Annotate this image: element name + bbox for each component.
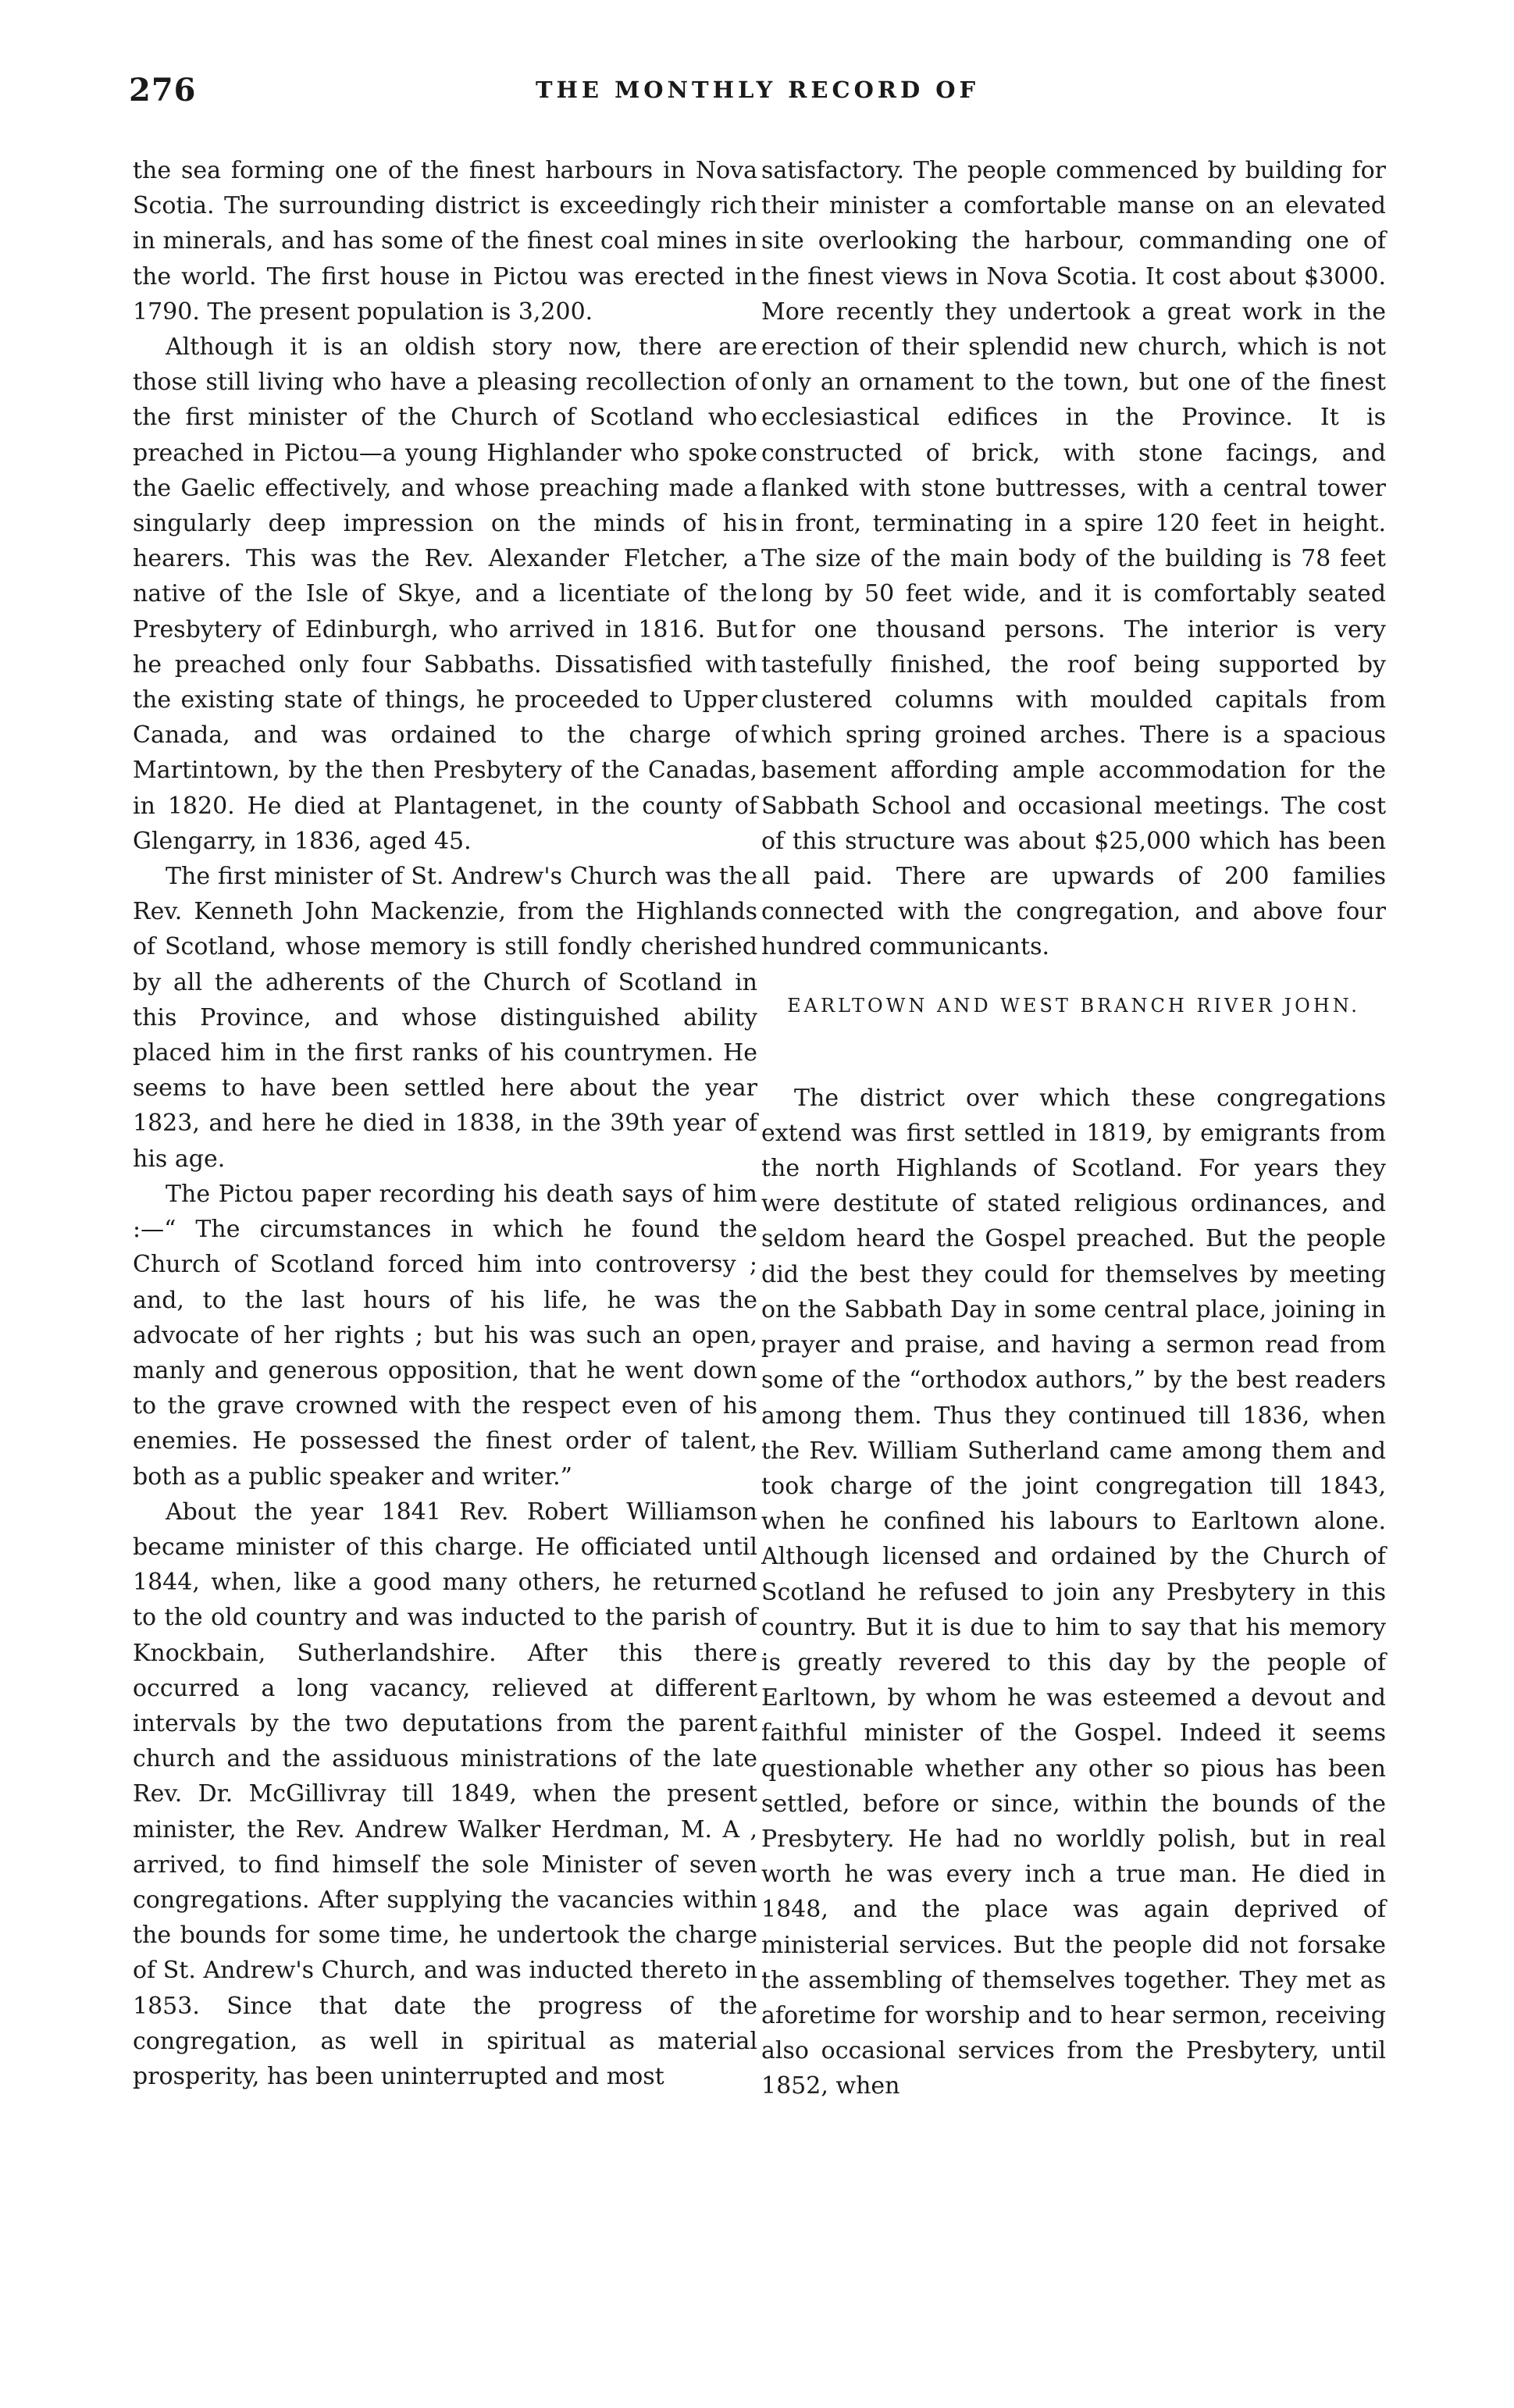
paragraph-fletcher: Although it is an oldish story now, there are those still living who have a pleasing recollection of the first minister of the Church of Scotland who preached in Pictou—a young Highlander who spoke the Gaelic effectively, and whose preaching made a singularly deep impression on the minds of his hearers. This was the Rev. Alexander Fletcher, a native of the Isle of Skye, and a licentiate of the Presbytery of Edinburgh, who arrived in 1816. But he preached only four Sabbaths. Dissatisfied with the existing state of things, he proceeded to Upper Canada, and was ordained to the charge of Martintown, by the then Presbytery of the Canadas, in 1820. He died at Plantagenet, in the county of Glengarry, in 1836, aged 45. bbox=[133, 333, 757, 855]
page-number: 276 bbox=[129, 72, 197, 109]
paragraph-earltown: The district over which these congregations extend was first settled in 1819, by emigrants from the north Highlands of Scotland. For years they were destitute of stated religious ordinances, and seldom heard the Gospel preached. But the people did the best they could for themselves by meeting on the Sabbath Day in some central place, joining in prayer and praise, and having a sermon read from some of the “orthodox authors,” by the best readers among them. Thus they continued till 1836, when the Rev. William Sutherland came among them and took charge of the joint congregation till 1843, when he confined his labours to Earltown alone. Although licensed and ordained by the Church of Scotland he refused to join any Presbytery in this country. But it is due to him to say that his memory is greatly revered to this day by the people of Earltown, by whom he was esteemed a devout and faithful minister of the Gospel. Indeed it seems questionable whether any other so pious has been settled, before or since, within the bounds of the Presbytery. He had no worldly polish, but in real worth he was every inch a true man. He died in 1848, and the place was again deprived of ministerial services. But the people did not forsake the assembling of themselves together. They met as aforetime for worship and to hear sermon, receiving also occasional services from the Presbytery, until 1852, when bbox=[761, 1084, 1386, 2100]
paragraph-harbour: the sea forming one of the finest harbours in Nova Scotia. The surrounding district is exceedingly rich in minerals, and has some of the finest coal mines in the world. The first house in Pictou was erected in 1790. The present population is 3,200. bbox=[133, 157, 757, 326]
section-heading: EARLTOWN AND WEST BRANCH RIVER JOHN. bbox=[787, 994, 1360, 1017]
paragraph-continuation: satisfactory. The people commenced by building for their minister a comfortable manse on an elevated site overlooking the harbour, commanding one of the finest views in Nova Scotia. It cost about $3000. More recently they undertook a great work in the erection of their splendid new church, which is not only an ornament to the town, but one of the finest ecclesiastical edifices in the Province. It is constructed of brick, with stone facings, and flanked with stone buttresses, with a central tower in front, terminating in a spire 120 feet in height. The size of the main body of the building is 78 feet long by 50 feet wide, and it is comfortably seated for one thousand persons. The interior is very tastefully finished, the roof being supported by clustered columns with moulded capitals from which spring groined arches. There is a spacious basement affording ample accommodation for the Sabbath School and occasional meetings. The cost of this structure was about $25,000 which has been all paid. There are upwards of 200 families connected with the congregation, and above four hundred communicants. bbox=[761, 157, 1386, 961]
paragraph-williamson: About the year 1841 Rev. Robert Williamson became minister of this charge. He officiated until 1844, when, like a good many others, he returned to the old country and was inducted to the parish of Knockbain, Sutherlandshire. After this there occurred a long vacancy, relieved at different intervals by the two deputations from the parent church and the assiduous ministrations of the late Rev. Dr. McGillivray till 1849, when the present minister, the Rev. Andrew Walker Herdman, M. A , arrived, to find himself the sole Minister of seven congregations. After supplying the vacancies within the bounds for some time, he undertook the charge of St. Andrew's Church, and was inducted thereto in 1853. Since that date the progress of the congregation, as well in spiritual as material prosperity, has been uninterrupted and most bbox=[133, 1498, 757, 2090]
paragraph-pictou-paper: The Pictou paper recording his death says of him :—“ The circumstances in which he found the Church of Scotland forced him into controversy ; and, to the last hours of his life, he was the advocate of her rights ; but his was such an open, manly and generous opposition, that he went down to the grave crowned with the respect even of his enemies. He possessed the finest order of talent, both as a public speaker and writer.” bbox=[133, 1180, 757, 1491]
running-title: THE MONTHLY RECORD OF bbox=[535, 77, 980, 103]
page-header bbox=[129, 72, 1386, 119]
right-column bbox=[761, 153, 1386, 2104]
left-column bbox=[133, 153, 757, 2094]
paragraph-mackenzie: The first minister of St. Andrew's Church was the Rev. Kenneth John Mackenzie, from the Highlands of Scotland, whose memory is still fondly cherished by all the adherents of the Church of Scotland in this Province, and whose distinguished ability placed him in the first ranks of his countrymen. He seems to have been settled here about the year 1823, and here he died in 1838, in the 39th year of his age. bbox=[133, 863, 757, 1173]
